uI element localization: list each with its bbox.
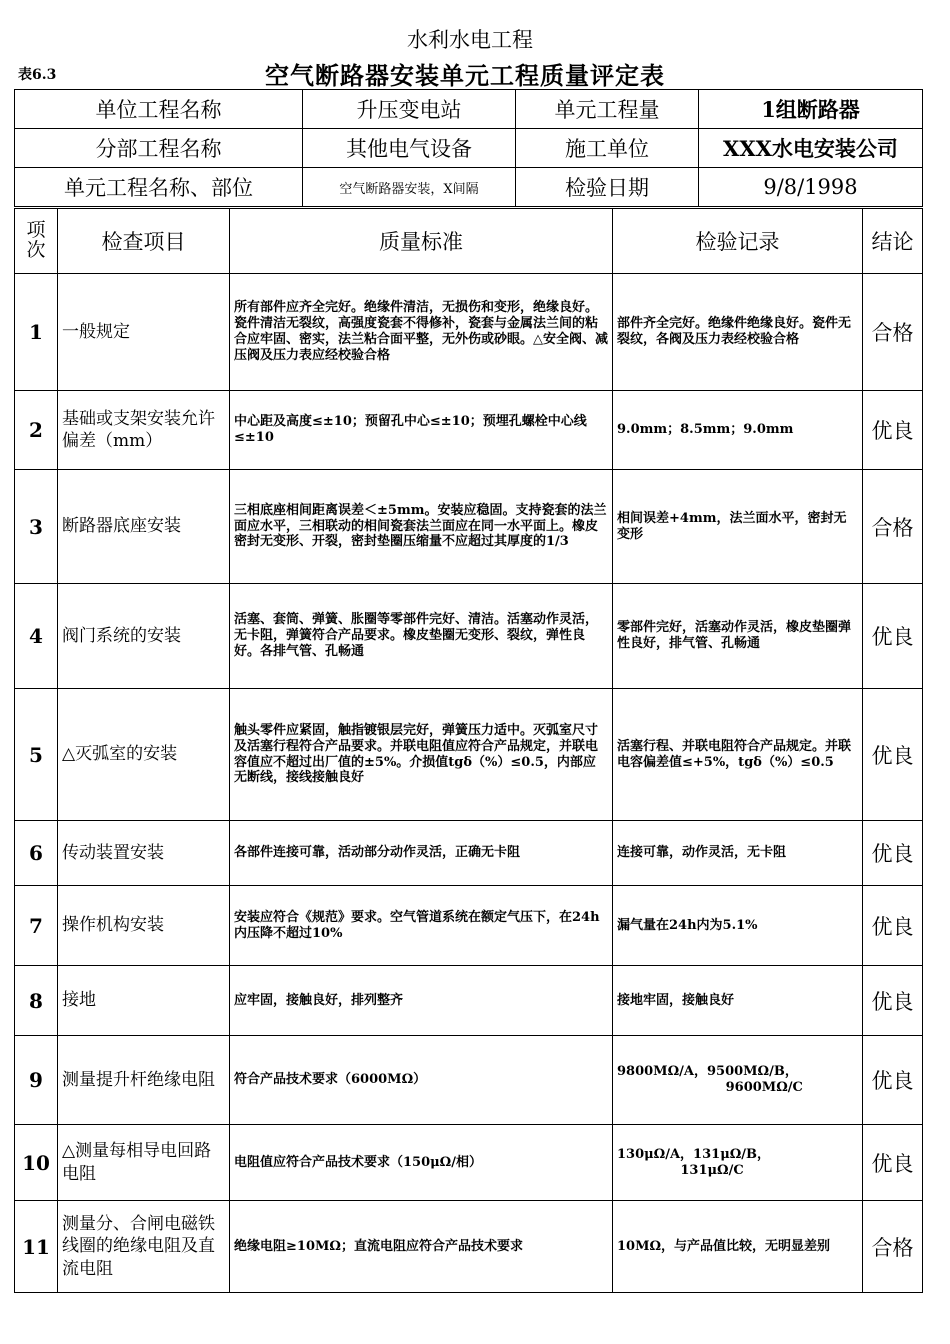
row-number: 7 [15, 886, 58, 966]
column-header-no: 项次 [15, 209, 58, 274]
row-number: 10 [15, 1125, 58, 1201]
inspection-record: 活塞行程、并联电阻符合产品规定。并联电容偏差值≤+5%，tgδ（%）≤0.5 [613, 689, 863, 821]
result: 合格 [863, 274, 923, 391]
column-header-result: 结论 [863, 209, 923, 274]
inspection-record: 零部件完好，活塞动作灵活，橡皮垫圈弹性良好，排气管、孔畅通 [613, 584, 863, 689]
table-row [15, 391, 923, 470]
quality-standard: 符合产品技术要求（6000MΩ） [230, 1036, 613, 1125]
sub-project-label: 分部工程名称 [15, 129, 303, 168]
row-number: 4 [15, 584, 58, 689]
quality-standard: 电阻值应符合产品技术要求（150μΩ/相） [230, 1125, 613, 1201]
table-header-row [15, 209, 923, 274]
table-row [15, 1036, 923, 1125]
quality-standard: 应牢固，接触良好，排列整齐 [230, 966, 613, 1036]
check-item: △测量每相导电回路电阻 [58, 1125, 230, 1201]
row-number: 1 [15, 274, 58, 391]
info-row [15, 168, 923, 207]
quality-standard: 活塞、套筒、弹簧、胀圈等零部件完好、清洁。活塞动作灵活，无卡阻，弹簧符合产品要求。橡皮垫圈无变形、裂纹，弹性良好。各排气管、孔畅通 [230, 584, 613, 689]
quality-standard: 触头零件应紧固，触指镀银层完好，弹簧压力适中。灭弧室尺寸及活塞行程符合产品要求。并联电阻值应符合产品规定，并联电容值应不超过出厂值的±5%。介损值tgδ（%）≤0.5，内部应无断线，接线接触良好 [230, 689, 613, 821]
check-item: 一般规定 [58, 274, 230, 391]
inspection-record: 相间误差+4mm，法兰面水平，密封无变形 [613, 470, 863, 584]
table-row [15, 821, 923, 886]
unit-project-value: 升压变电站 [303, 90, 516, 129]
inspection-record: 部件齐全完好。绝缘件绝缘良好。瓷件无裂纹，各阀及压力表经校验合格 [613, 274, 863, 391]
unit-project-label: 单位工程名称 [15, 90, 303, 129]
row-number: 9 [15, 1036, 58, 1125]
inspection-record: 10MΩ，与产品值比较，无明显差别 [613, 1201, 863, 1293]
check-item: 基础或支架安装允许偏差（mm） [58, 391, 230, 470]
row-number: 11 [15, 1201, 58, 1293]
result: 优良 [863, 689, 923, 821]
quality-standard: 中心距及高度≤±10；预留孔中心≤±10；预埋孔螺栓中心线≤±10 [230, 391, 613, 470]
table-row [15, 274, 923, 391]
check-item: 测量分、合闸电磁铁线圈的绝缘电阻及直流电阻 [58, 1201, 230, 1293]
result: 优良 [863, 391, 923, 470]
check-item: 测量提升杆绝缘电阻 [58, 1036, 230, 1125]
quality-standard: 绝缘电阻≥10MΩ；直流电阻应符合产品技术要求 [230, 1201, 613, 1293]
column-header-item: 检查项目 [58, 209, 230, 274]
inspect-date-value: 9/8/1998 [699, 168, 923, 207]
result: 优良 [863, 1036, 923, 1125]
inspection-record: 漏气量在24h内为5.1% [613, 886, 863, 966]
contractor-label: 施工单位 [516, 129, 699, 168]
table-number: 表6.3 [18, 67, 57, 83]
inspection-record: 130μΩ/A，131μΩ/B， 131μΩ/C [613, 1125, 863, 1201]
info-table [14, 89, 923, 207]
table-row [15, 584, 923, 689]
quality-standard: 安装应符合《规范》要求。空气管道系统在额定气压下，在24h内压降不超过10% [230, 886, 613, 966]
inspection-table [14, 208, 923, 1293]
inspection-record: 9.0mm；8.5mm；9.0mm [613, 391, 863, 470]
result: 优良 [863, 1125, 923, 1201]
result: 合格 [863, 1201, 923, 1293]
header-top-title: 水利水电工程 [407, 28, 533, 52]
sub-project-value: 其他电气设备 [303, 129, 516, 168]
table-row [15, 1125, 923, 1201]
result: 优良 [863, 821, 923, 886]
check-item: 传动装置安装 [58, 821, 230, 886]
table-row [15, 966, 923, 1036]
table-row [15, 1201, 923, 1293]
info-row [15, 90, 923, 129]
unit-quantity-value: 1组断路器 [699, 90, 923, 129]
result: 优良 [863, 966, 923, 1036]
result: 优良 [863, 584, 923, 689]
inspection-record: 9800MΩ/A，9500MΩ/B， 9600MΩ/C [613, 1036, 863, 1125]
info-row [15, 129, 923, 168]
check-item: 操作机构安装 [58, 886, 230, 966]
table-row [15, 886, 923, 966]
check-item: 断路器底座安装 [58, 470, 230, 584]
contractor-value: XXX水电安装公司 [699, 129, 923, 168]
row-number: 6 [15, 821, 58, 886]
quality-standard: 三相底座相间距离误差＜±5mm。安装应稳固。支持瓷套的法兰面应水平，三相联动的相间瓷套法兰面应在同一水平面上。橡皮密封无变形、开裂，密封垫圈压缩量不应超过其厚度的1/3 [230, 470, 613, 584]
row-number: 3 [15, 470, 58, 584]
row-number: 5 [15, 689, 58, 821]
quality-standard: 所有部件应齐全完好。绝缘件清洁，无损伤和变形，绝缘良好。瓷件清洁无裂纹，高强度瓷套不得修补，瓷套与金属法兰间的粘合应牢固、密实，法兰粘合面平整，无外伤或砂眼。△安全阀、减压阀及压力表应经校验合格 [230, 274, 613, 391]
row-number: 2 [15, 391, 58, 470]
table-row [15, 689, 923, 821]
quality-standard: 各部件连接可靠，活动部分动作灵活，正确无卡阻 [230, 821, 613, 886]
inspect-date-label: 检验日期 [516, 168, 699, 207]
unit-name-label: 单元工程名称、部位 [15, 168, 303, 207]
inspection-record: 接地牢固，接触良好 [613, 966, 863, 1036]
unit-name-value: 空气断路器安装，X间隔 [303, 168, 516, 207]
check-item: △灭弧室的安装 [58, 689, 230, 821]
result: 合格 [863, 470, 923, 584]
page-title: 空气断路器安装单元工程质量评定表 [265, 61, 665, 90]
column-header-record: 检验记录 [613, 209, 863, 274]
row-number: 8 [15, 966, 58, 1036]
unit-quantity-label: 单元工程量 [516, 90, 699, 129]
column-header-standard: 质量标准 [230, 209, 613, 274]
check-item: 接地 [58, 966, 230, 1036]
table-row [15, 470, 923, 584]
inspection-record: 连接可靠，动作灵活，无卡阻 [613, 821, 863, 886]
result: 优良 [863, 886, 923, 966]
check-item: 阀门系统的安装 [58, 584, 230, 689]
